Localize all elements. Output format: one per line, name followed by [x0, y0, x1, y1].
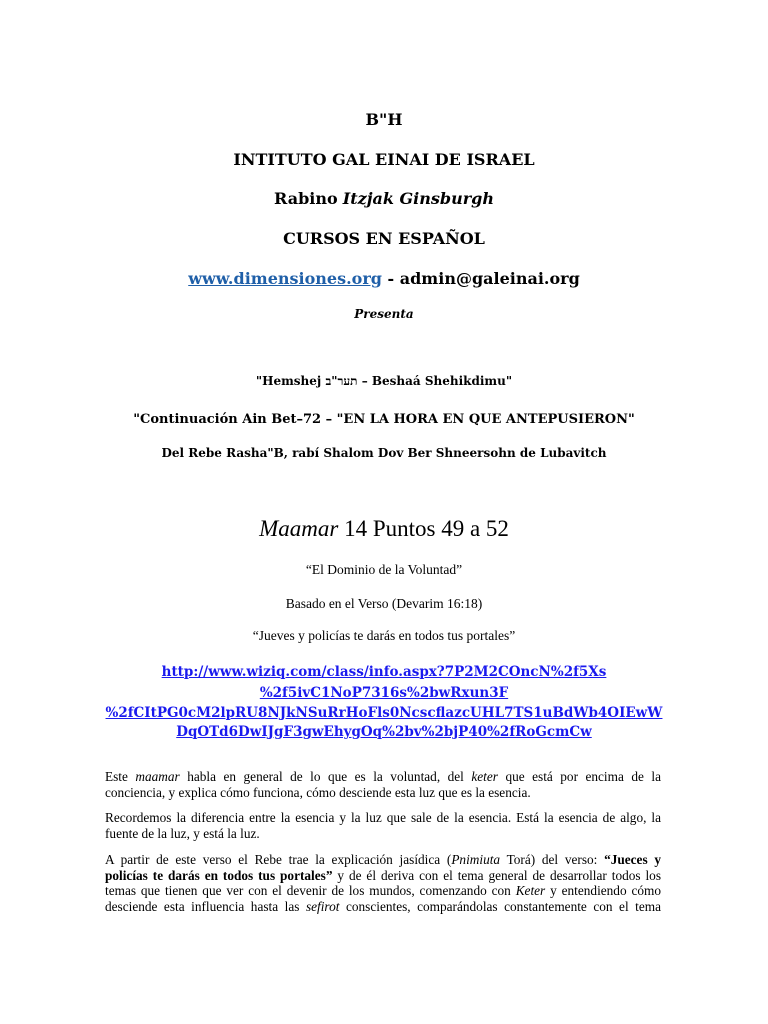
text-span: “Jueces y [604, 852, 661, 867]
institute-name: INTITUTO GAL EINAI DE ISRAEL [233, 150, 535, 169]
paragraph-3-line-2 [105, 868, 661, 884]
paragraph-3-line-4 [105, 899, 661, 915]
text-span: y entendiendo cómo [550, 883, 662, 898]
based-on-line: Basado en el Verso (Devarim 16:18) [285, 596, 483, 611]
text-span: keter [471, 769, 498, 784]
text-span: conscientes, comparándolas constantemente con el tema [345, 898, 662, 914]
text-span: y de él deriva con el tema general de desarrollar todos los [337, 867, 661, 883]
text-span: maamar [135, 769, 180, 784]
text-span: sefirot [305, 898, 340, 914]
text-span: que está por encima de la [505, 769, 661, 784]
paragraph-3-line-3 [105, 883, 661, 899]
paragraph-1-line-1 [105, 769, 661, 785]
maamar-points: 14 Puntos 49 a 52 [344, 516, 509, 541]
maamar-subtitle: “El Dominio de la Voluntad” [305, 562, 463, 577]
paragraph-2 [105, 810, 661, 841]
text-span: A partir de este verso el Rebe trae la explicación jasídica ( [105, 852, 452, 867]
hemshej-title [0, 374, 768, 389]
rabbi-line [0, 189, 768, 208]
rabbi-prefix: Rabino [274, 189, 338, 208]
class-link-text-4[interactable]: DqOTd6DwIJgF3gwEhygOq%2bv%2bjP40%2fRoGcmCw [176, 724, 592, 740]
hemshej-hebrew: תער"ב [325, 374, 358, 388]
text-span: temas que tienen que ver con el devenir de los mundos, comenzando con [105, 883, 511, 898]
hemshej-part-b: – Beshaá Shehikdimu" [361, 374, 513, 388]
website-link[interactable]: www.dimensiones.org [188, 269, 382, 288]
text-span: Torá) del verso: [506, 852, 598, 867]
text-span: habla en general de lo que es la voluntad, del [187, 769, 464, 784]
paragraph-1-line-2: conciencia, y explica cómo funciona, cómo desciende esta luz que es la esencia. [105, 784, 531, 800]
text-span: policías te darás en todos tus portales” [105, 867, 333, 883]
class-link-text-1[interactable]: http://www.wiziq.com/class/info.aspx?7P2M2COncN%2f5Xs [161, 664, 607, 680]
class-link-text-3[interactable]: %2fCItPG0cM2lpRU8NJkNSuRrHoFls0NcscflazcUHL7TS1uBdWb4OIEwW [105, 705, 663, 721]
verse-line: “Jueves y policías te darás en todos tus portales” [252, 628, 516, 643]
maamar-title [0, 516, 768, 542]
paragraph-3 [105, 852, 661, 914]
presents-label: Presenta [354, 307, 414, 321]
class-link-text-2[interactable]: %2f5ivC1NoP7316s%2bwRxun3F [259, 685, 509, 701]
class-link-line-1[interactable] [0, 664, 768, 680]
class-link-line-4[interactable] [0, 724, 768, 740]
bh-heading: B"H [365, 110, 403, 129]
paragraph-2-line-2: fuente de la luz, y está la luz. [105, 825, 260, 841]
class-link-line-3[interactable] [0, 705, 768, 721]
rabbi-name: Itzjak Ginsburgh [342, 189, 494, 208]
text-span: Este [105, 769, 128, 784]
continuation-title: "Continuación Ain Bet–72 – "EN LA HORA EN QUE ANTEPUSIERON" [133, 412, 635, 427]
paragraph-2-line-1: Recordemos la diferencia entre la esencia y la luz que sale de la esencia. Está la esencia de algo, la [105, 810, 661, 825]
class-link-line-2[interactable] [0, 685, 768, 701]
maamar-word: Maamar [259, 516, 339, 541]
text-span: Keter [515, 883, 546, 898]
author-line: Del Rebe Rasha"B, rabí Shalom Dov Ber Shneersohn de Lubavitch [161, 446, 607, 460]
contact-line [0, 269, 768, 288]
text-span: Pnimiuta [451, 852, 501, 867]
hemshej-part-a: "Hemshej [255, 374, 322, 388]
paragraph-1 [105, 769, 661, 800]
email-address[interactable]: admin@galeinai.org [399, 269, 580, 288]
text-span: desciende esta influencia hasta las [105, 898, 300, 914]
contact-separator: - [387, 269, 395, 288]
paragraph-3-line-1 [105, 852, 661, 868]
courses-heading: CURSOS EN ESPAÑOL [283, 229, 485, 248]
